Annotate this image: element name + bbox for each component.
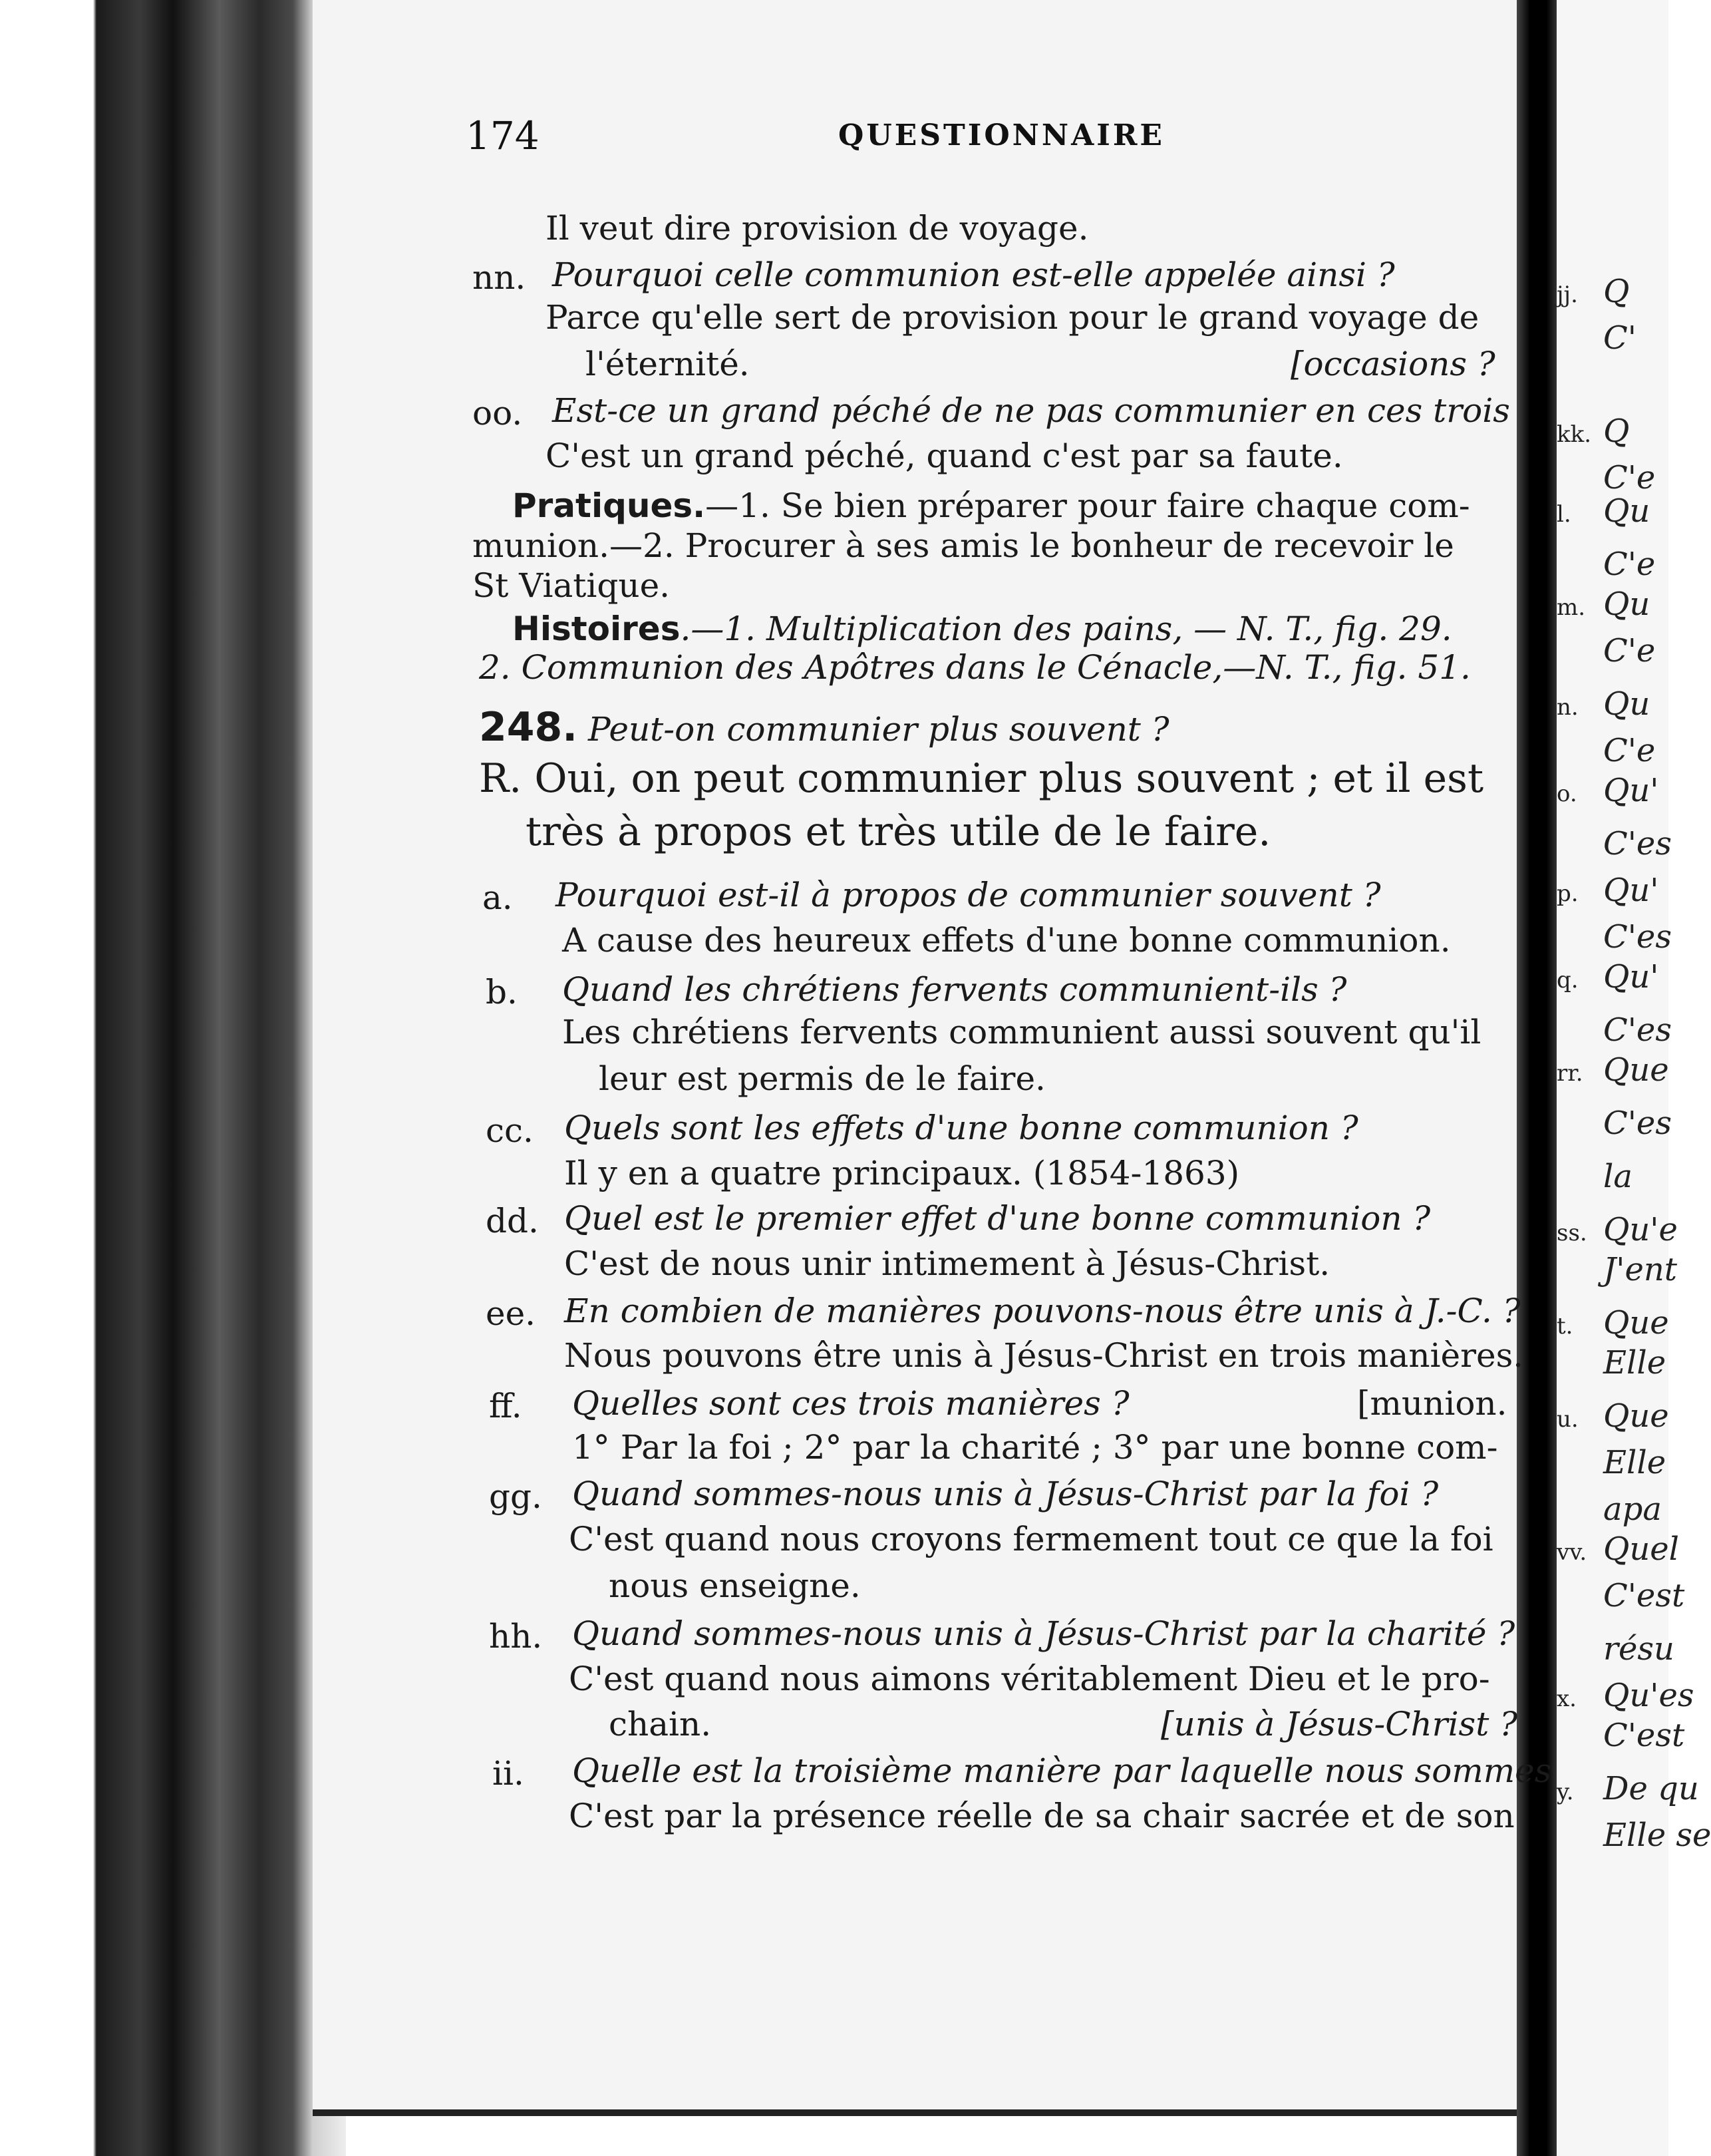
item-marker: ff. (489, 1387, 522, 1425)
facing-page (1557, 0, 1711, 2156)
facing-page-line (1557, 1304, 1669, 1342)
facing-page-text: C'est (1603, 1577, 1685, 1614)
facing-page-marker: t. (1557, 1313, 1573, 1340)
facing-page-text: Que (1603, 1304, 1669, 1342)
facing-page-line (1557, 1770, 1699, 1807)
text-line: 2. Communion des Apôtres dans le Cénacle,—N. T., fig. 51. (479, 648, 1471, 687)
facing-page-marker: u. (1557, 1406, 1579, 1433)
response-line: très à propos et très utile de le faire. (526, 808, 1271, 855)
facing-page-marker: jj. (1557, 281, 1578, 308)
facing-page-text: Q (1603, 273, 1630, 310)
facing-page-line (1557, 825, 1672, 862)
item-marker: hh. (489, 1617, 543, 1656)
facing-page-marker: n. (1557, 694, 1579, 721)
margin-catchword: [unis à Jésus-Christ ? (1161, 1705, 1518, 1743)
answer-line: C'est quand nous aimons véritablement Dieu et le pro- (569, 1660, 1490, 1698)
facing-page-text: Qu (1603, 492, 1650, 530)
facing-page-line (1557, 1397, 1669, 1435)
facing-page-line (1557, 1491, 1662, 1528)
facing-page-marker: rr. (1557, 1060, 1583, 1087)
facing-page-text: Qu' (1603, 872, 1659, 909)
stories-line (512, 610, 1452, 648)
facing-page-text: Qu (1603, 685, 1650, 723)
facing-page-text: C'es (1603, 918, 1672, 956)
item-marker: dd. (486, 1202, 539, 1240)
facing-page-line (1557, 273, 1629, 310)
question-line: Quelles sont ces trois manières ? (572, 1384, 1130, 1423)
facing-page-line (1557, 1530, 1679, 1568)
answer-line: Il y en a quatre principaux. (1854-1863) (564, 1154, 1240, 1192)
facing-page-text: C'e (1603, 732, 1656, 769)
answer-line: Parce qu'elle sert de provision pour le grand voyage de (545, 298, 1479, 337)
answer-line: 1° Par la foi ; 2° par la charité ; 3° par une bonne com- (572, 1428, 1498, 1467)
page-number: 174 (466, 113, 540, 158)
facing-page-text: Qu (1603, 586, 1650, 623)
answer-line: C'est quand nous croyons fermement tout ce que la foi (569, 1520, 1493, 1558)
facing-page-marker: q. (1557, 967, 1579, 993)
text-line: St Viatique. (472, 566, 671, 605)
facing-page-text: Elle se (1603, 1817, 1711, 1854)
facing-page-text: Que (1603, 1397, 1669, 1435)
question-line: Est-ce un grand péché de ne pas communier en ces trois (552, 391, 1510, 430)
answer-line: A cause des heureux effets d'une bonne communion. (562, 921, 1451, 960)
facing-page-text: apa (1603, 1491, 1662, 1528)
facing-page-line (1557, 413, 1629, 450)
answer-line: C'est de nous unir intimement à Jésus-Christ. (564, 1244, 1330, 1283)
facing-page-text: C'e (1603, 632, 1656, 669)
answer-line: l'éternité. (585, 345, 750, 383)
facing-page-line (1557, 1158, 1633, 1195)
facing-page-line (1557, 1577, 1684, 1614)
question-line: Pourquoi est-il à propos de communier souvent ? (555, 876, 1381, 914)
facing-page-text: Qu'es (1603, 1677, 1694, 1714)
facing-page-text: C'e (1603, 459, 1656, 496)
facing-page-marker: l. (1557, 501, 1571, 528)
facing-page-text: Quel (1603, 1530, 1680, 1568)
text-line: Il veut dire provision de voyage. (545, 209, 1089, 248)
question-line: Quelle est la troisième manière par laquelle nous sommes (572, 1751, 1552, 1790)
stories-text: .—1. Multiplication des pains, — N. T., fig. 29. (680, 610, 1452, 648)
facing-page-line (1557, 632, 1655, 669)
question-248 (479, 704, 1169, 751)
item-marker: nn. (472, 258, 526, 297)
facing-page-marker: p. (1557, 880, 1579, 907)
facing-page-line (1557, 685, 1650, 723)
answer-line: chain. (609, 1705, 712, 1743)
answer-line: leur est permis de le faire. (599, 1059, 1046, 1098)
running-title: QUESTIONNAIRE (838, 118, 1165, 152)
facing-page-marker: m. (1557, 594, 1586, 621)
facing-page-text: C'es (1603, 825, 1672, 862)
question-line: Quand les chrétiens fervents communient-ils ? (562, 970, 1347, 1009)
facing-page-text: Que (1603, 1051, 1669, 1089)
facing-page-line (1557, 732, 1655, 769)
question-line: Quand sommes-nous unis à Jésus-Christ par la foi ? (572, 1475, 1439, 1513)
facing-page-text: résu (1603, 1630, 1674, 1668)
facing-page-text: Qu'e (1603, 1211, 1678, 1248)
answer-line: Les chrétiens fervents communient aussi souvent qu'il (562, 1013, 1481, 1051)
facing-page-line (1557, 1630, 1674, 1668)
margin-catchword: [munion. (1357, 1384, 1507, 1423)
facing-page-line (1557, 1444, 1666, 1481)
text-line: munion.—2. Procurer à ses amis le bonheur de recevoir le (472, 526, 1454, 565)
answer-line: C'est un grand péché, quand c'est par sa faute. (545, 437, 1343, 475)
facing-page-text: C'est (1603, 1717, 1685, 1754)
facing-page-line (1557, 1051, 1669, 1089)
item-marker: b. (486, 973, 518, 1011)
practices-label: Pratiques. (512, 486, 706, 525)
answer-line: Nous pouvons être unis à Jésus-Christ en trois manières. (564, 1336, 1524, 1375)
facing-page-marker: vv. (1557, 1539, 1587, 1566)
facing-page-text: Elle (1603, 1444, 1666, 1481)
question-line: Quand sommes-nous unis à Jésus-Christ par la charité ? (572, 1614, 1515, 1653)
facing-page-text: Elle (1603, 1344, 1666, 1381)
facing-page-line (1557, 872, 1658, 909)
facing-page-line (1557, 1105, 1672, 1142)
item-marker: cc. (486, 1111, 534, 1150)
facing-page-marker: y. (1557, 1779, 1574, 1805)
practices-line (512, 486, 1470, 525)
item-marker: ee. (486, 1294, 536, 1333)
facing-page-line (1557, 459, 1655, 496)
book-spine (0, 0, 346, 2156)
question-line: Pourquoi celle communion est-elle appelée ainsi ? (552, 256, 1395, 294)
facing-page-line (1557, 1717, 1684, 1754)
page-gutter (1517, 0, 1557, 2156)
question-text: Peut-on communier plus souvent ? (587, 710, 1169, 749)
facing-page-line (1557, 586, 1650, 623)
facing-page-line (1557, 546, 1655, 583)
stories-label: Histoires (512, 610, 681, 648)
facing-page-line (1557, 1211, 1678, 1248)
facing-page-line (1557, 1817, 1711, 1854)
facing-page-text: Qu' (1603, 772, 1659, 809)
item-marker: ii. (492, 1754, 524, 1793)
facing-page-line (1557, 1251, 1677, 1288)
facing-page-line (1557, 492, 1650, 530)
question-line: Quels sont les effets d'une bonne communion ? (564, 1109, 1358, 1147)
item-marker: a. (482, 878, 513, 917)
facing-page-text: Qu' (1603, 958, 1659, 995)
item-marker: oo. (472, 394, 523, 433)
facing-page-text: C'e (1603, 546, 1656, 583)
facing-page-text: C'es (1603, 1011, 1672, 1049)
facing-page-text: la (1603, 1158, 1633, 1195)
page-header (466, 113, 1470, 160)
facing-page-text: C' (1603, 319, 1636, 357)
answer-line: nous enseigne. (609, 1566, 861, 1605)
facing-page-marker: ss. (1557, 1220, 1587, 1246)
facing-page-text: Q (1603, 413, 1630, 450)
facing-page-text: J'ent (1603, 1251, 1678, 1288)
facing-page-marker: o. (1557, 781, 1577, 807)
facing-page-text: C'es (1603, 1105, 1672, 1142)
facing-page-line (1557, 918, 1672, 956)
facing-page-line (1557, 319, 1636, 357)
practices-text: —1. Se bien préparer pour faire chaque com- (705, 486, 1470, 525)
question-line: Quel est le premier effet d'une bonne communion ? (564, 1199, 1431, 1238)
question-number: 248. (479, 704, 578, 751)
question-line: En combien de manières pouvons-nous être unis à J.-C. ? (564, 1292, 1521, 1330)
facing-page-line (1557, 1011, 1672, 1049)
facing-page-line (1557, 958, 1658, 995)
response-line: R. Oui, on peut communier plus souvent ; et il est (479, 755, 1484, 802)
facing-page-line (1557, 1677, 1694, 1714)
facing-page-text: De qu (1603, 1770, 1699, 1807)
margin-catchword: [occasions ? (1291, 345, 1495, 383)
facing-page-marker: x. (1557, 1686, 1577, 1712)
facing-page-marker: kk. (1557, 421, 1592, 448)
item-marker: gg. (489, 1477, 542, 1516)
facing-page-line (1557, 1344, 1666, 1381)
answer-line: C'est par la présence réelle de sa chair sacrée et de son (569, 1797, 1515, 1835)
facing-page-line (1557, 772, 1658, 809)
